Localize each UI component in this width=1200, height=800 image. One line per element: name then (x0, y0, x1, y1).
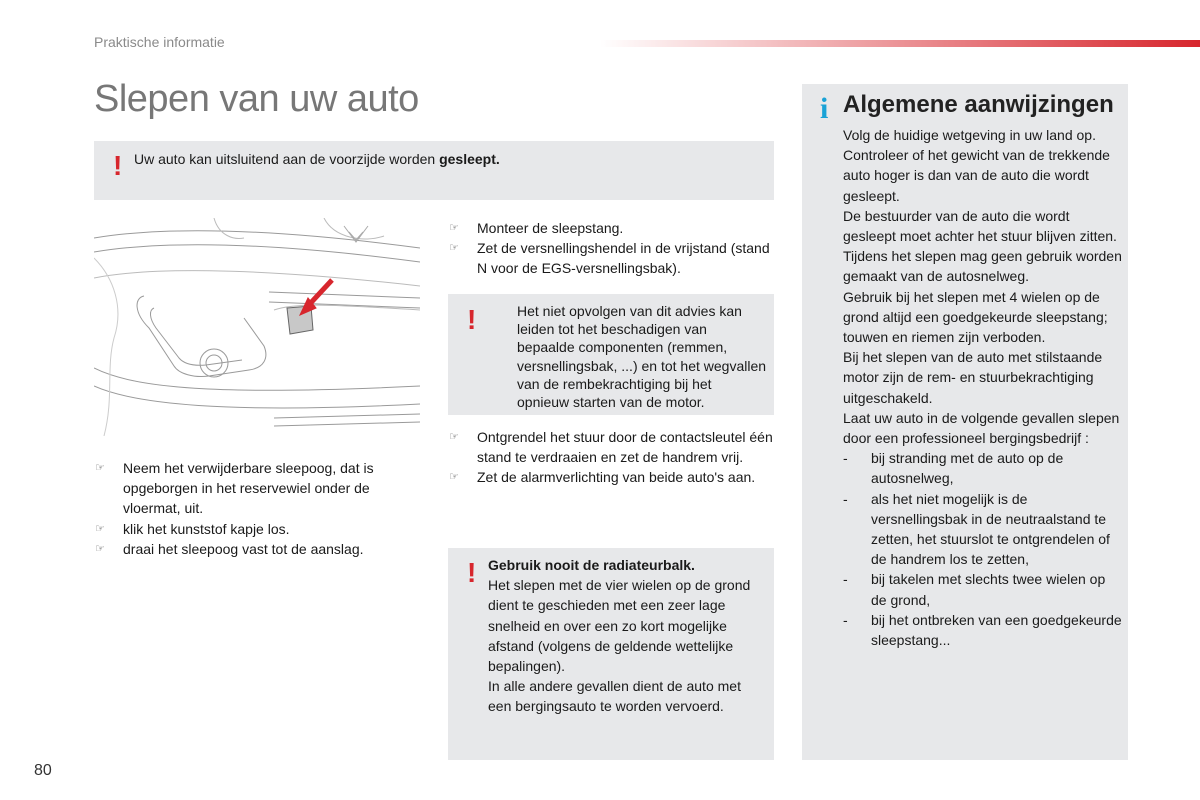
list-item: - bij het ontbreken van een goedgekeurde sleepstang... (843, 611, 1122, 649)
pointing-hand-icon: ☞ (95, 462, 105, 474)
info-paragraph: Bij het slepen van de auto met stilstaande motor zijn de rem- en stuurbekrachtiging uitgeschakeld. (843, 349, 1103, 406)
warning-exclamation-icon: ! (467, 557, 477, 588)
info-panel-body (843, 125, 1123, 650)
info-paragraph: De bestuurder van de auto die wordt gesleept moet achter het stuur blijven zitten. (843, 207, 1117, 245)
list-item: ☞ Zet de versnellingshendel in de vrijstand (stand N voor de EGS-versnellingsbak). (449, 240, 770, 277)
info-paragraph: Gebruik bij het slepen met 4 wielen op de grond altijd een goedgekeurde sleepstang; touwen en riemen zijn verboden. (843, 288, 1108, 346)
middle-steps-list-2 (448, 427, 778, 488)
info-paragraph: Controleer of het gewicht van de trekkende auto hoger is dan van de auto die wordt gesleept. (843, 147, 1110, 204)
header-accent-bar (600, 40, 1200, 47)
list-item: ☞ Monteer de sleepstang. (448, 218, 774, 238)
info-paragraph: Volg de huidige wetgeving in uw land op. (843, 127, 1096, 143)
pointing-hand-icon: ☞ (95, 522, 105, 535)
warning-text: Het niet opvolgen van dit advies kan leiden tot het beschadigen van bepaalde componenten (remmen, versnellingsbak, ...) en tot het wegvallen van de rembekrachtiging bij het opnieuw starten van de motor. (517, 303, 767, 411)
pointing-hand-icon: ☞ (95, 542, 105, 555)
info-i-icon: i (820, 92, 829, 125)
list-item: ☞ draai het sleepoog vast tot de aanslag. (94, 539, 414, 559)
middle-steps-list-1 (448, 218, 774, 279)
info-paragraph: Laat uw auto in de volgende gevallen slepen door een professioneel bergingsbedrijf : (843, 409, 1120, 447)
warning-box-radiator (448, 548, 774, 760)
list-item: ☞ Neem het verwijderbare sleepoog, dat is opgeborgen in het reservewiel onder de vloermat, uit. (95, 460, 374, 517)
list-item: - bij stranding met de auto op de autosnelweg, (843, 450, 1064, 487)
list-item: ☞ Ontgrendel het stuur door de contactsleutel één stand te verdraaien en zet de handrem vrij. (449, 429, 773, 466)
page-number: 80 (34, 762, 52, 779)
warning-box-damage (448, 294, 774, 415)
warning-exclamation-icon: ! (113, 150, 123, 181)
pointing-hand-icon: ☞ (449, 222, 459, 234)
info-cases-list (843, 448, 1123, 650)
warning-exclamation-icon: ! (467, 304, 477, 335)
page-title: Slepen van uw auto (94, 78, 419, 120)
car-front-tow-eye-illustration (94, 218, 420, 436)
list-item: - bij takelen met slechts twee wielen op de grond, (843, 571, 1106, 608)
warning-text: Gebruik nooit de radiateurbalk. Het slepen met de vier wielen op de grond dient te geschieden met een zeer lage snelheid en over een zo kort mogelijke afstand (volgens de geldende wettelijke bepalingen). In alle andere gevallen dient de auto met een bergingsauto te worden vervoerd. (488, 557, 751, 715)
left-steps-list (94, 458, 414, 559)
list-item: ☞ klik het kunststof kapje los. (94, 519, 414, 539)
info-panel-title: Algemene aanwijzingen (843, 91, 1114, 118)
pointing-hand-icon: ☞ (449, 242, 459, 255)
list-item: - als het niet mogelijk is de versnellingsbak in de neutraalstand te zetten, het stuurslot te ontgrendelen of de handrem los te zetten, (843, 490, 1110, 568)
pointing-hand-icon: ☞ (449, 431, 459, 443)
pointing-hand-icon: ☞ (449, 471, 459, 484)
section-label: Praktische informatie (94, 34, 225, 50)
warning-box-front-only (94, 141, 774, 200)
info-paragraph: Tijdens het slepen mag geen gebruik worden gemaakt van de autosnelweg. (843, 248, 1122, 285)
warning-text: Uw auto kan uitsluitend aan de voorzijde worden gesleept. (134, 151, 500, 167)
list-item: ☞ Zet de alarmverlichting van beide auto's aan. (448, 467, 778, 487)
